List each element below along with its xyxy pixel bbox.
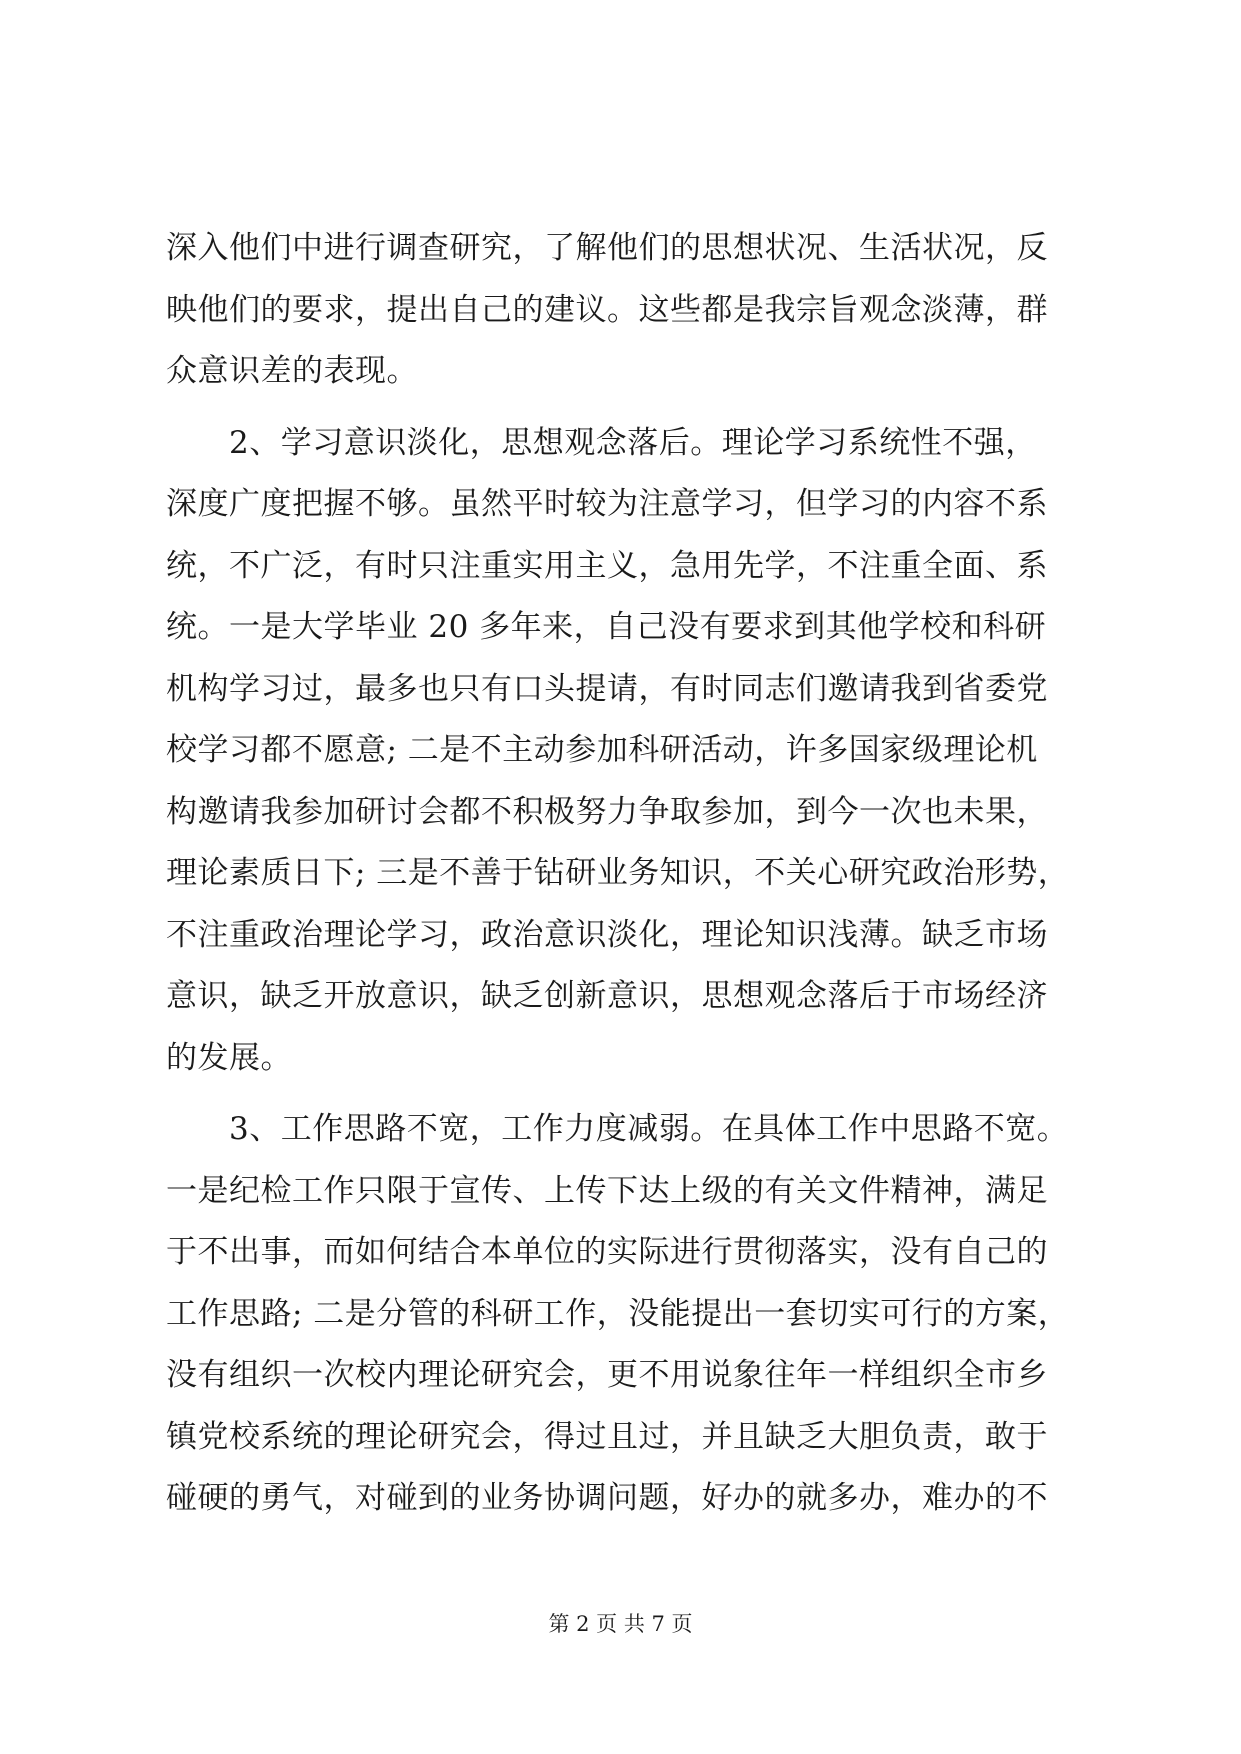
text-line: 深入他们中进行调查研究，了解他们的思想状况、生活状况，反 [166,230,1048,266]
text-line: 的发展。 [166,1039,292,1076]
text-line: 意识，缺乏开放意识，缺乏创新意识，思想观念落后于市场经济 [166,978,1048,1014]
text-line: 构邀请我参加研讨会都不积极努力争取参加，到今一次也未果， [166,793,1048,830]
text-line: 统。一是大学毕业 20 多年来，自己没有要求到其他学校和科研 [166,609,1047,645]
text-line: 校学习都不愿意; 二是不主动参加科研活动，许多国家级理论机 [166,732,1038,768]
text-line: 机构学习过，最多也只有口头提请，有时同志们邀请我到省委党 [166,670,1048,707]
text-line: 3、工作思路不宽，工作力度减弱。在具体工作中思路不宽。 [166,1111,1069,1147]
text-line: 统，不广泛，有时只注重实用主义，急用先学，不注重全面、系 [166,547,1048,584]
text-line: 于不出事，而如何结合本单位的实际进行贯彻落实，没有自己的 [166,1234,1048,1270]
text-line: 映他们的要求，提出自己的建议。这些都是我宗旨观念淡薄，群 [166,291,1048,328]
text-line: 众意识差的表现。 [166,353,418,389]
text-line: 镇党校系统的理论研究会，得过且过，并且缺乏大胆负责，敢于 [166,1418,1048,1455]
text-line: 理论素质日下; 三是不善于钻研业务知识，不关心研究政治形势， [166,855,1070,891]
text-line: 没有组织一次校内理论研究会，更不用说象往年一样组织全市乡 [166,1357,1048,1393]
text-line: 深度广度把握不够。虽然平时较为注意学习，但学习的内容不系 [166,486,1048,522]
text-line: 2、学习意识淡化，思想观念落后。理论学习系统性不强， [166,424,1037,461]
text-line: 一是纪检工作只限于宣传、上传下达上级的有关文件精神，满足 [166,1172,1048,1209]
body-text [166,230,1076,1542]
text-line: 碰硬的勇气，对碰到的业务协调问题，好办的就多办，难办的不 [166,1480,1048,1516]
page-number: 第 2 页 共 7 页 [548,1612,693,1636]
text-line: 工作思路; 二是分管的科研工作，没能提出一套切实可行的方案， [166,1295,1070,1332]
text-line: 不注重政治理论学习，政治意识淡化，理论知识浅薄。缺乏市场 [166,916,1048,953]
